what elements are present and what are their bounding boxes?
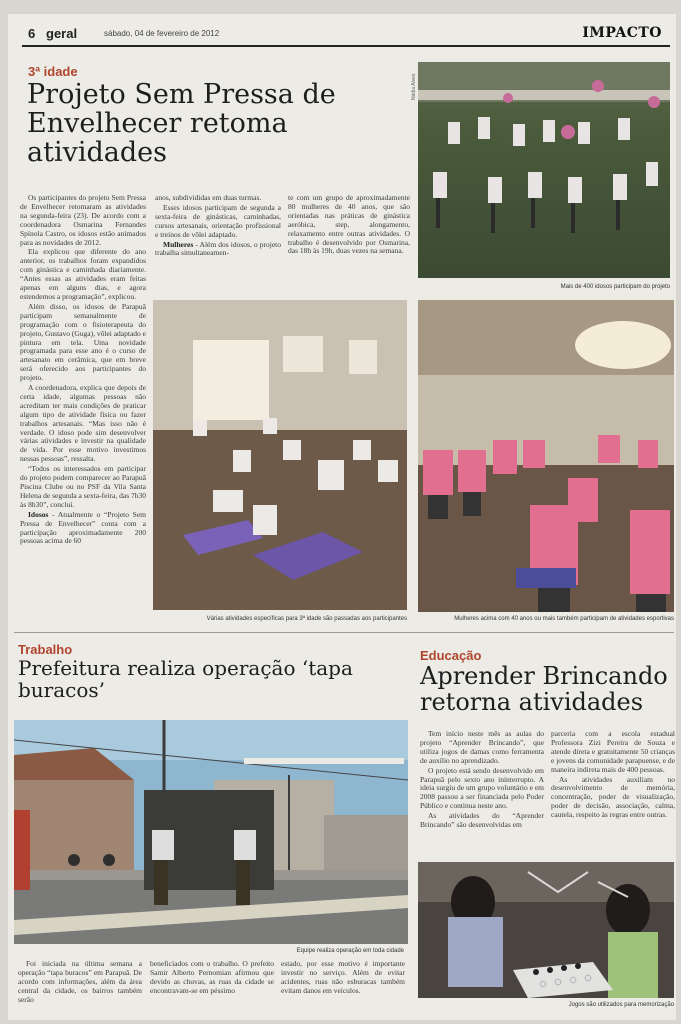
caption-road: Equipe realiza operação em toda cidade — [296, 948, 404, 954]
paragraph: Tem início neste mês as aulas do projeto “Aprender Brincando”, que utiliza jogos de damas como ferramenta de auxílio no aprendizado. — [420, 730, 544, 765]
paragraph: Ela explicou que diferente do ano anterior, os trabalhos foram expandidos com ginástica e caminhada diariamente. “Antes essas as atividades eram feitas apenas em alguns dias, e agora estendemos a programação”, explicou. — [20, 247, 146, 301]
story3-column-1 — [420, 730, 544, 856]
caption-gym: Várias atividades específicas para 3ª idade são passadas aos participantes — [206, 616, 407, 622]
photo-gym-exercise — [153, 300, 407, 610]
story1-column-2 — [155, 194, 281, 284]
paragraph: estado, por esse motivo é importante investir no serviço. Além de evitar acidentes, ruas não esburacas também evitam danos em veículos. — [281, 960, 405, 995]
story3-kicker: Educação — [420, 648, 482, 663]
page-number: 6 — [28, 26, 36, 41]
photo-credit: Nádia Alves — [411, 73, 417, 100]
caption-women: Mulheres acima com 40 anos ou mais também participam de atividades esportivas — [454, 616, 674, 622]
caption-checkers: Jogos são utilizados para memorização — [568, 1002, 674, 1008]
header-rule — [22, 45, 670, 47]
story3-column-2 — [551, 730, 675, 856]
photo-checkers-game — [418, 862, 674, 998]
story1-kicker: 3ª idade — [28, 64, 78, 79]
paragraph: Foi iniciada na última semana a operação “tapa buracos” em Parapuã. De acordo com informações, além da área central da cidade, os bairros também serão — [18, 960, 142, 1004]
paragraph: Esses idosos participam de segunda a sexta-feira de ginásticas, caminhadas, cursos artesanais, orientação profissional e treinos de vôlei adaptado. — [155, 202, 281, 239]
paragraph: Os participantes do projeto Sem Pressa de Envelhecer retomaram as atividades na segunda-feira (23). De acordo com a coordenadora Osmarina Fernandes Spínola Castro, os idosos estão animados para as novidades de 2012. — [20, 194, 146, 247]
paragraph-text: - Além dos idosos, o projeto trabalha simultaneamen- — [155, 239, 281, 258]
story1-column-1 — [20, 194, 146, 618]
paragraph: parceria com a escola estadual Professora Zizi Pereira de Souza e atende direta e gratuitamente 50 crianças e jovens da comunidade parapuense, e de maneira indireta mais de 400 pessoas. — [551, 730, 675, 774]
issue-date: sábado, 04 de fevereiro de 2012 — [104, 29, 220, 38]
story3-headline: Aprender Brincando retorna atividades — [420, 662, 668, 716]
caption-outdoor: Mais de 400 idosos participam do projeto — [560, 284, 670, 290]
story2-column-2 — [150, 960, 274, 1004]
paragraph-text: - Atualmente o “Projeto Sem Pressa de Envelhecer” conta com a participação aproximadamente 200 pessoas acima de 60 — [20, 509, 146, 546]
photo-road-repair — [14, 720, 408, 944]
paragraph: “Todos os interessados em participar do projeto podem comparecer ao Parapuã Piscina Clube ou no PSF da Vila Santa Helena de segunda a sexta-feira, das 7h30 às 8h30”, concluí. — [20, 464, 146, 509]
story1-column-3 — [288, 194, 410, 284]
story2-column-3 — [281, 960, 405, 1004]
paragraph — [155, 241, 281, 259]
subhead-mulheres: Mulheres — [163, 239, 194, 249]
paragraph: As atividades auxiliam no desenvolvimento de memória, concentração, poder de visualização, poder de decisão, associação, calma, cautela, respeito às regras entre outras. — [551, 774, 675, 820]
paragraph: O projeto está sendo desenvolvido em Parapuã pelo sexto ano ininterrupto. A ideia surgiu de um grupo voluntário e em 2008 passou a ser financiada pelo Poder Público e continua neste ano. — [420, 765, 544, 811]
paragraph: Além disso, os idosos de Parapuã participam semanalmente de programação com o fisioterapeuta do projeto, Gustavo (Guga), vôlei adaptado e pintura em tela. Uma novidade programada para esse ano é o curso de artesanato em cerâmica, que em breve será oferecido aos participantes do projeto. — [20, 301, 146, 383]
story2-column-1 — [18, 960, 142, 1004]
paragraph — [20, 511, 146, 547]
photo-outdoor-exercise — [418, 62, 670, 278]
paragraph: anos, subdivididas em duas turmas. — [155, 194, 262, 202]
paragraph: As atividades do “Aprender Brincando” são desenvolvidas em — [420, 811, 544, 830]
section-name: geral — [46, 26, 78, 41]
section-divider — [14, 632, 674, 633]
subhead-idosos: Idosos — [28, 509, 49, 519]
newspaper-brand: IMPACTO — [582, 25, 662, 41]
paragraph: beneficiados com o trabalho. O prefeito Samir Alberto Pernomian afirmou que devido as chuvas, as ruas da cidade se encontravam-se em péssimo — [150, 960, 274, 995]
story1-headline: Projeto Sem Pressa de Envelhecer retoma atividades — [27, 79, 336, 169]
paragraph: te com um grupo de aproximadamente 80 mulheres de 40 anos, que são orientadas nas práticas de ginástica aeróbica, step, alongamento, relaxamento entre outras atividades. O trabalho é desenvolvido por Osmarina, das 18h às 19h, duas vezes na semana. — [288, 194, 410, 256]
photo-women-exercise — [418, 300, 674, 612]
story2-kicker: Trabalho — [18, 642, 73, 657]
paragraph: A coordenadora, explica que depois de certa idade, algumas pessoas não acreditam ter mais condições de praticar algum tipo de atividade física ou fazer trabalhos artesanais. “Mas isso não é verdade. O idoso pode sim desenvolver várias atividades e investir na qualidade de vida. Por esse motivo investimos nessas pessoas”, ressalta. — [20, 383, 146, 464]
story2-headline: Prefeitura realiza operação ‘tapa buracos’ — [18, 656, 353, 702]
